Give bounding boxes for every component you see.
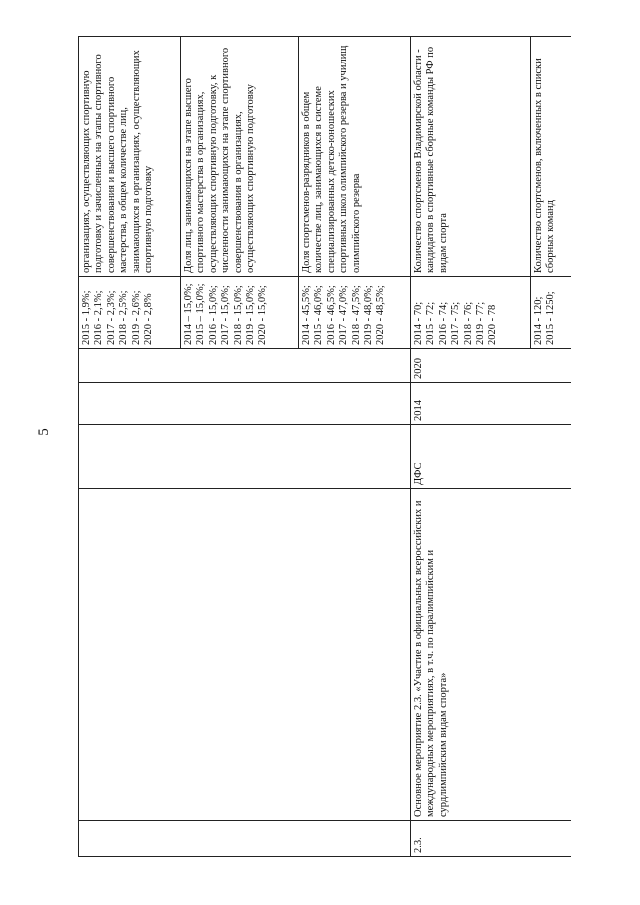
value-line: 2018 - 76;	[462, 301, 474, 345]
start-year-cell	[79, 383, 411, 425]
values-cell	[411, 277, 531, 349]
value-line: 2019 - 2,6%;	[130, 290, 142, 345]
activity-title-cell: Основное мероприятие 2.3. «Участие в официальных всероссийских и международных мероприятиях, в т.ч. по паралимпийским и сурдлимпийским видам спорта»	[411, 489, 571, 821]
value-line: 2019 - 77;	[474, 301, 486, 345]
rotated-table-container	[78, 37, 608, 857]
table-row	[411, 37, 531, 857]
value-line: 2015 - 72;	[425, 301, 437, 345]
value-line: 2014 - 70;	[413, 301, 424, 345]
value-line: 2017 - 75;	[450, 301, 462, 345]
executor-cell: ДФС	[411, 425, 571, 489]
value-line: 2015 - 1250;	[545, 291, 557, 345]
end-year-cell	[79, 349, 411, 383]
value-line: 2018 - 47,5%;	[350, 285, 362, 345]
executor-cell	[79, 425, 411, 489]
row-number-cell: 2.3.	[411, 821, 571, 857]
values-cell	[531, 277, 571, 349]
page-number: 5	[36, 428, 52, 436]
value-line: 2020 - 48,5%;	[375, 285, 387, 345]
table-row	[79, 37, 181, 857]
value-line: 2016 - 74;	[437, 301, 449, 345]
value-line: 2019 - 48,0%;	[362, 285, 374, 345]
indicator-cell: Количество спортсменов, включенных в списки сборных команд	[531, 37, 571, 277]
program-activities-table	[78, 36, 571, 857]
value-line: 2015 – 15,0%;	[195, 283, 207, 345]
value-line: 2015 - 46,0%;	[313, 285, 325, 345]
value-line: 2016 - 15,0%;	[207, 285, 219, 345]
values-cell	[181, 277, 299, 349]
value-line: 2015 - 1,9%;	[81, 290, 92, 345]
values-cell	[299, 277, 411, 349]
indicator-cell: организациях, осуществляющих спортивную подготовку и зачисленных на этапы спортивного совершенствования и высшего спортивного мастерства, в общем количестве лиц, занимающихся в организациях, осуществляющих спортивную подготовку	[79, 37, 181, 277]
value-line: 2020 - 15,0%;	[257, 285, 269, 345]
value-line: 2014 - 45,5%;	[301, 285, 312, 345]
values-cell	[79, 277, 181, 349]
activity-title-cell	[79, 489, 411, 821]
indicator-cell: Количество спортсменов Владимирской области - кандидатов в спортивные сборные команды РФ по видам спорта	[411, 37, 531, 277]
value-line: 2018 - 15,0%;	[232, 285, 244, 345]
value-line: 2019 - 15,0%;	[244, 285, 256, 345]
indicator-cell: Доля спортсменов-разрядников в общем количестве лиц, занимающихся в системе специализированных детско-юношеских спортивных школ олимпийского резерва и училищ олимпийского резерва	[299, 37, 411, 277]
indicator-cell: Доля лиц, занимающихся на этапе высшего спортивного мастерства в организациях, осуществляющих спортивную подготовку, к численности занимающихся на этапе спортивного совершенствования в организациях, осуществляющих спортивную подготовку	[181, 37, 299, 277]
start-year-cell: 2014	[411, 383, 571, 425]
value-line: 2020 - 78	[487, 304, 499, 345]
value-line: 2018 - 2,5%;	[118, 290, 130, 345]
value-line: 2016 - 2,1%;	[93, 290, 105, 345]
value-line: 2016 - 46,5%;	[325, 285, 337, 345]
value-line: 2017 - 15,0%;	[220, 285, 232, 345]
value-line: 2014 - 120;	[533, 296, 544, 345]
value-line: 2017 - 2,3%;	[105, 290, 117, 345]
value-line: 2020 - 2,8%	[142, 293, 154, 345]
value-line: 2017 - 47,0%;	[338, 285, 350, 345]
end-year-cell: 2020	[411, 349, 571, 383]
value-line: 2014 – 15,0%;	[183, 283, 194, 345]
row-number-cell	[79, 821, 411, 857]
